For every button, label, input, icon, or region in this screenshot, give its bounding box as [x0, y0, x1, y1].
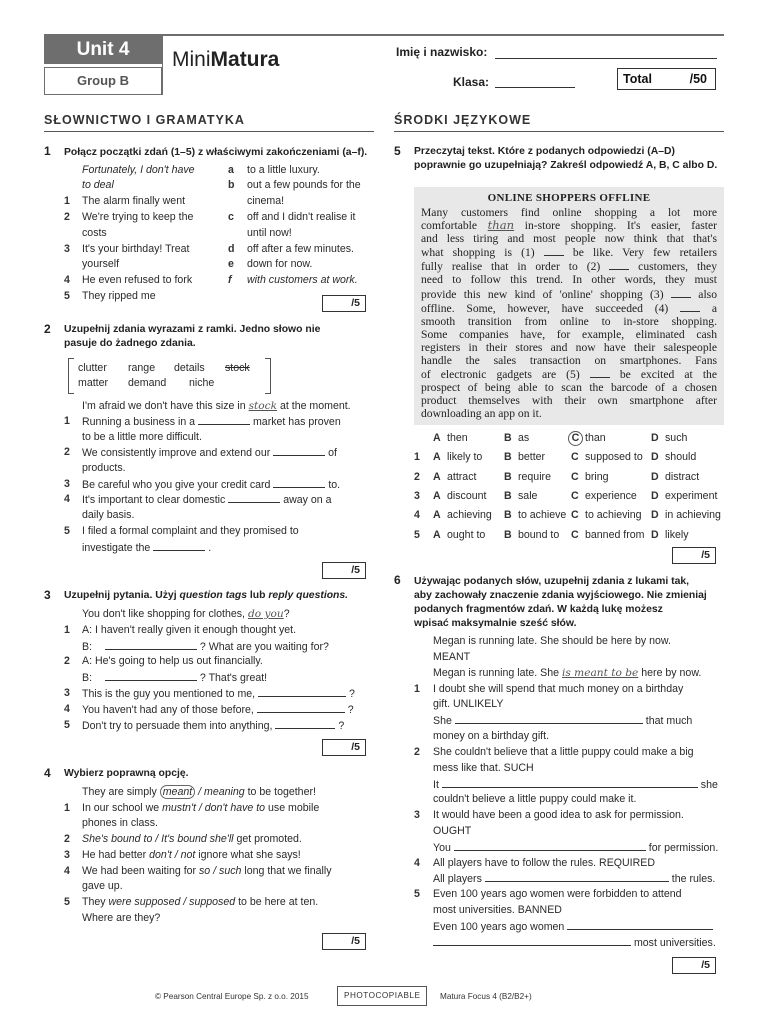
- q6-item: money on a birthday gift.: [433, 730, 550, 742]
- q1-begin: yourself: [82, 258, 120, 270]
- q5-option-text[interactable]: to achieving: [585, 509, 642, 522]
- q4-item-number: 1: [64, 802, 70, 814]
- q3-gap[interactable]: [275, 718, 335, 729]
- q2-score-box[interactable]: /5: [322, 562, 366, 579]
- q2-item: Be careful who you give your credit card to.: [82, 479, 341, 491]
- q1-example-begin: to deal: [82, 179, 114, 191]
- name-field-label: Imię i nazwisko:: [396, 45, 488, 59]
- word-box: [68, 358, 271, 396]
- q2-instruction: Uzupełnij zdania wyrazami z ramki. Jedno słowo nie: [64, 324, 321, 335]
- q1-score-box[interactable]: /5: [322, 295, 366, 312]
- q1-ending-letter: e: [228, 258, 234, 270]
- q1-ending: off after a few minutes.: [247, 243, 354, 255]
- q5-option-letter-a[interactable]: A: [433, 470, 441, 483]
- q5-option-text[interactable]: sale: [518, 489, 538, 502]
- q3-item-number: 3: [64, 687, 70, 699]
- q6-item: most universities.: [433, 935, 716, 952]
- reading-line: Some companies have, for example, eliminated cash: [421, 327, 717, 341]
- q1-ending-letter: d: [228, 243, 235, 255]
- reading-line: Many customers find online shopping a lot more: [421, 206, 717, 219]
- q6-gap[interactable]: [433, 935, 631, 946]
- reading-line: of electronic gadgets are (5) be excited at the: [421, 368, 717, 382]
- page-title: MiniMatura: [172, 48, 280, 71]
- q1-begin: He even refused to fork: [82, 274, 193, 286]
- q6-item: most universities. BANNED: [433, 904, 562, 916]
- reading-line: fully realise that in order to (2) customers, they: [421, 260, 717, 274]
- word-box-word: matter: [78, 377, 109, 389]
- q1-ending-letter: f: [228, 274, 232, 286]
- header-separator: [162, 36, 163, 95]
- q1-ending: with customers at work.: [247, 274, 358, 286]
- footer-photocopiable: PHOTOCOPIABLE: [337, 986, 427, 1006]
- q4-item-number: 5: [64, 896, 70, 908]
- reading-gap[interactable]: [544, 245, 564, 256]
- reading-line: provide this new kind of 'online' shopping (3) also: [421, 287, 717, 301]
- right-section-title: ŚRODKI JĘZYKOWE: [394, 113, 532, 127]
- q1-begin: The alarm finally went: [82, 195, 186, 207]
- q2-item: daily basis.: [82, 509, 135, 521]
- q6-item: She couldn't believe that a little puppy could make a big: [433, 746, 694, 758]
- q2-number: 2: [44, 322, 51, 336]
- q4-item[interactable]: In our school we mustn't / don't have to use mobile: [82, 802, 320, 814]
- q3-gap[interactable]: [257, 702, 345, 713]
- q3-number: 3: [44, 588, 51, 602]
- group-label: Group B: [44, 67, 162, 95]
- reading-line: prospect of being able to scan the barcode of a chosen: [421, 381, 717, 395]
- word-box-word: niche: [189, 377, 215, 389]
- q6-item-number: 5: [414, 888, 420, 900]
- q3-item: Don't try to persuade them into anything, ?: [82, 720, 345, 732]
- q5-option-text[interactable]: bring: [585, 470, 609, 483]
- q5-option-letter-a[interactable]: A: [433, 432, 441, 444]
- word-box-word-crossed: stock: [225, 362, 250, 374]
- q2-item-number: 4: [64, 493, 70, 505]
- word-box-word: range: [128, 362, 156, 374]
- q5-option-letter-a[interactable]: A: [433, 528, 441, 541]
- q5-option-text[interactable]: likely: [665, 528, 689, 541]
- q5-option-text[interactable]: to achieve: [518, 509, 567, 522]
- q5-option-letter-d[interactable]: D: [651, 509, 659, 522]
- q5-number: 5: [394, 144, 401, 158]
- q5-option-text[interactable]: supposed to: [585, 451, 643, 464]
- q4-number: 4: [44, 766, 51, 780]
- q3-item: This is the guy you mentioned to me, ?: [82, 688, 355, 700]
- q5-option-letter-b[interactable]: B: [504, 432, 512, 444]
- q3-item: B: ? That's great!: [82, 672, 268, 684]
- q1-item-number: 3: [64, 243, 70, 255]
- q3-gap[interactable]: [105, 670, 197, 681]
- q6-item: gift. UNLIKELY: [433, 698, 504, 710]
- right-section-rule: [394, 131, 724, 132]
- q4-item: gave up.: [82, 880, 123, 892]
- q5-option-letter-d[interactable]: D: [651, 489, 659, 502]
- left-section-title: SŁOWNICTWO I GRAMATYKA: [44, 113, 245, 127]
- word-box-bracket: [68, 358, 74, 394]
- q1-item-number: 1: [64, 195, 70, 207]
- q5-option-letter-d[interactable]: D: [651, 528, 659, 541]
- q2-instruction: pasuje do żadnego zdania.: [64, 338, 196, 349]
- reading-line: handle the sales transaction on smartphones. Fans: [421, 354, 717, 368]
- footer-copyright: © Pearson Central Europe Sp. z o.o. 2015: [155, 992, 309, 1001]
- q1-ending-letter: b: [228, 179, 235, 191]
- q6-example: Megan is running late. She should be here by now.: [433, 635, 671, 647]
- q3-item-number: 1: [64, 624, 70, 636]
- reading-line: offline. Some, however, have succeeded (4) a: [421, 301, 717, 315]
- q6-gap[interactable]: [442, 777, 698, 788]
- q1-begin: costs: [82, 227, 107, 239]
- reading-line: downloading an app on it.: [421, 407, 542, 421]
- q5-option-letter-c[interactable]: C: [571, 489, 579, 502]
- q6-item: All players have to follow the rules. REQUIRED: [433, 857, 655, 869]
- q3-item-number: 4: [64, 703, 70, 715]
- q1-ending: off and I didn't realise it: [247, 211, 356, 223]
- q5-item-number: 5: [414, 528, 420, 541]
- q6-item-number: 4: [414, 857, 420, 869]
- reading-line: and less tiring and most people now think that that's: [421, 232, 717, 246]
- q1-item-number: 2: [64, 211, 70, 223]
- q1-begin: It's your birthday! Treat: [82, 243, 190, 255]
- q6-example: Megan is running late. She is meant to be here by now.: [433, 667, 702, 679]
- q4-item: phones in class.: [82, 817, 158, 829]
- q4-item[interactable]: She's bound to / It's bound she'll get promoted.: [82, 833, 302, 845]
- q1-ending: until now!: [247, 227, 292, 239]
- word-box-word: demand: [128, 377, 167, 389]
- q5-option-letter-b[interactable]: B: [504, 470, 512, 483]
- q6-item: Even 100 years ago women were forbidden to attend: [433, 888, 682, 900]
- q5-option-text[interactable]: require: [518, 470, 551, 483]
- q3-gap[interactable]: [258, 686, 346, 697]
- q1-example-begin: Fortunately, I don't have: [82, 164, 195, 176]
- name-field[interactable]: [495, 47, 717, 59]
- left-section-rule: [44, 131, 374, 132]
- q5-option-text[interactable]: discount: [447, 489, 487, 502]
- q2-item-number: 5: [64, 525, 70, 537]
- q2-gap[interactable]: [153, 540, 205, 551]
- q4-instruction: Wybierz poprawną opcję.: [64, 768, 189, 779]
- q6-item: She that much: [433, 715, 693, 727]
- circled-answer[interactable]: C: [568, 431, 583, 446]
- q6-score-box[interactable]: /5: [672, 957, 716, 974]
- reading-line: smooth transition from online to in-store shopping.: [421, 314, 717, 328]
- q2-item-number: 1: [64, 415, 70, 427]
- q6-item: OUGHT: [433, 825, 472, 837]
- q1-ending: to a little luxury.: [247, 164, 320, 176]
- reading-gap[interactable]: [609, 259, 629, 270]
- q5-item-number: 3: [414, 489, 420, 502]
- q3-item: You haven't had any of those before, ?: [82, 704, 354, 716]
- q2-gap[interactable]: [273, 445, 325, 456]
- q6-number: 6: [394, 573, 401, 587]
- q3-item-number: 5: [64, 719, 70, 731]
- q2-gap[interactable]: [228, 492, 280, 503]
- q3-score-box[interactable]: /5: [322, 739, 366, 756]
- q4-score-box[interactable]: /5: [322, 933, 366, 950]
- q4-item-number: 2: [64, 833, 70, 845]
- q5-item-number: 2: [414, 470, 420, 483]
- q5-option-text[interactable]: achieving: [447, 509, 492, 522]
- q4-item[interactable]: We had been waiting for so / such long that we finally: [82, 865, 332, 877]
- q6-item: It would have been a good idea to ask for permission.: [433, 809, 684, 821]
- q6-instruction: aby zachowały znaczenie zdania wyjściowego. Nie zmieniaj: [414, 590, 707, 601]
- q5-option-letter-c[interactable]: C: [571, 470, 579, 483]
- reading-example-answer: than: [487, 218, 515, 233]
- q1-instruction: Połącz początki zdań (1–5) z właściwymi zakończeniami (a–f).: [64, 147, 368, 158]
- reading-gap[interactable]: [680, 301, 700, 312]
- q5-option-text[interactable]: bound to: [518, 528, 560, 541]
- q2-gap[interactable]: [273, 477, 325, 488]
- q5-option-text[interactable]: likely to: [447, 451, 483, 464]
- q1-ending-letter: a: [228, 164, 234, 176]
- q1-ending-letter: c: [228, 211, 234, 223]
- q6-item-number: 3: [414, 809, 420, 821]
- q6-instruction: wpisać maksymalnie sześć słów.: [414, 618, 577, 629]
- q5-option-text[interactable]: in achieving: [665, 509, 721, 522]
- q6-example-keyword: MEANT: [433, 651, 471, 663]
- q2-item: investigate the .: [82, 542, 212, 554]
- q5-option-text[interactable]: than: [585, 432, 606, 444]
- reading-body: [421, 206, 717, 421]
- reading-gap[interactable]: [590, 367, 610, 378]
- q5-option-letter-d[interactable]: D: [651, 451, 659, 464]
- q6-item-number: 2: [414, 746, 420, 758]
- q2-item: We consistently improve and extend our of: [82, 447, 337, 459]
- q5-option-letter-b[interactable]: B: [504, 528, 512, 541]
- q1-ending: down for now.: [247, 258, 313, 270]
- q5-option-letter-b[interactable]: B: [504, 451, 512, 464]
- q5-option-text[interactable]: better: [518, 451, 546, 464]
- q5-option-text[interactable]: as: [518, 432, 530, 444]
- reading-line: registers in their stores and now have their salespeople: [421, 340, 717, 354]
- q1-item-number: 5: [64, 290, 70, 302]
- q4-item-number: 4: [64, 865, 70, 877]
- q5-item-number: 1: [414, 451, 420, 464]
- q3-item: A: He's going to help us out financially.: [82, 655, 263, 667]
- q5-option-text[interactable]: experiment: [665, 489, 718, 502]
- q5-option-letter-b[interactable]: B: [504, 489, 512, 502]
- q5-option-text[interactable]: banned from: [585, 528, 645, 541]
- q2-item: Running a business in a market has proven: [82, 416, 341, 428]
- q3-instruction: Uzupełnij pytania. Użyj question tags lub reply questions.: [64, 590, 349, 601]
- q5-option-letter-a[interactable]: A: [433, 451, 441, 464]
- q5-item-number: 4: [414, 509, 420, 522]
- reading-line: need to follow this trend. In other words, they must: [421, 273, 717, 287]
- q3-item: B: ? What are you waiting for?: [82, 641, 329, 653]
- q5-score-box[interactable]: /5: [672, 547, 716, 564]
- q5-option-text[interactable]: experience: [585, 489, 637, 502]
- footer-book-title: Matura Focus 4 (B2/B2+): [440, 992, 532, 1001]
- q6-gap[interactable]: [485, 871, 669, 882]
- q2-item-number: 3: [64, 478, 70, 490]
- q5-option-letter-c[interactable]: C: [571, 451, 579, 464]
- q6-instruction: Używając podanych słów, uzupełnij zdania z lukami tak,: [414, 576, 690, 587]
- q5-option-letter-c[interactable]: C: [571, 509, 579, 522]
- q2-item-number: 2: [64, 446, 70, 458]
- q3-item: A: I haven't really given it enough thought yet.: [82, 624, 297, 636]
- q5-option-letter-a[interactable]: A: [433, 509, 441, 522]
- q6-item: mess like that. SUCH: [433, 762, 534, 774]
- q6-item: All players the rules.: [433, 873, 716, 885]
- q1-begin: We're trying to keep the: [82, 211, 194, 223]
- q6-item-number: 1: [414, 683, 420, 695]
- q5-option-text[interactable]: such: [665, 432, 688, 444]
- q5-option-text[interactable]: attract: [447, 470, 477, 483]
- reading-line: what shopping is (1) be like. Very few retailers: [421, 246, 717, 260]
- q6-item: I doubt she will spend that much money on a birthday: [433, 683, 684, 695]
- word-box-word: details: [174, 362, 205, 374]
- q5-option-text[interactable]: should: [665, 451, 697, 464]
- q4-item-number: 3: [64, 849, 70, 861]
- q5-option-letter-a[interactable]: A: [433, 489, 441, 502]
- class-field-label: Klasa:: [453, 75, 490, 89]
- circled-answer: meant: [160, 785, 195, 799]
- class-field[interactable]: [495, 76, 575, 88]
- q5-option-letter-d[interactable]: D: [651, 470, 659, 483]
- q2-example: I'm afraid we don't have this size in stock at the moment.: [82, 400, 351, 412]
- q6-gap[interactable]: [454, 840, 646, 851]
- total-score-box[interactable]: Total /50: [617, 68, 716, 90]
- q4-item[interactable]: They were supposed / supposed to be here at ten.: [82, 896, 319, 908]
- word-box-word: clutter: [78, 362, 107, 374]
- q1-number: 1: [44, 144, 51, 158]
- q3-item-number: 2: [64, 655, 70, 667]
- q2-gap[interactable]: [198, 414, 250, 425]
- q4-item: Where are they?: [82, 912, 161, 924]
- q1-begin: They ripped me: [82, 290, 156, 302]
- q6-gap[interactable]: [455, 713, 643, 724]
- q5-instruction: Przeczytaj tekst. Które z podanych odpowiedzi (A–D): [414, 146, 675, 157]
- q5-option-text[interactable]: distract: [665, 470, 700, 483]
- q2-item: It's important to clear domestic away on a: [82, 494, 332, 506]
- reading-line: comfortable than in-store shopping. It's easier, faster: [421, 218, 717, 233]
- reading-gap[interactable]: [671, 287, 691, 298]
- q1-ending: cinema!: [247, 195, 285, 207]
- reading-title: ONLINE SHOPPERS OFFLINE: [487, 192, 651, 204]
- q4-item[interactable]: He had better don't / not ignore what she says!: [82, 849, 301, 861]
- unit-label: Unit 4: [44, 36, 162, 64]
- q3-example: You don't like shopping for clothes, do you?: [82, 608, 290, 620]
- q5-option-text[interactable]: ought to: [447, 528, 486, 541]
- q3-gap[interactable]: [105, 639, 197, 650]
- q6-item: You for permission.: [433, 842, 719, 854]
- q5-instruction: poprawnie go uzupełniają? Zakreśl odpowiedź A, B, C albo D.: [414, 160, 718, 171]
- q6-gap[interactable]: [567, 919, 713, 930]
- q6-instruction: podanych fragmentów zdań. W każdą lukę możesz: [414, 604, 663, 615]
- q6-item: couldn't believe a little puppy could make it.: [433, 793, 637, 805]
- q5-option-letter-c[interactable]: C: [571, 528, 579, 541]
- q4-example: They are simply meant / meaning to be together!: [82, 786, 316, 798]
- q5-option-letter-b[interactable]: B: [504, 509, 512, 522]
- q5-option-text[interactable]: then: [447, 432, 468, 444]
- q2-item: to be a little more difficult.: [82, 431, 202, 443]
- q1-item-number: 4: [64, 274, 70, 286]
- q2-item: products.: [82, 462, 126, 474]
- reading-line: product themselves with their own smartphone after: [421, 394, 717, 408]
- q2-item: I filed a formal complaint and they promised to: [82, 525, 299, 537]
- q5-option-letter-d[interactable]: D: [651, 432, 659, 444]
- q6-item: It she: [433, 779, 718, 791]
- q6-item: Even 100 years ago women: [433, 919, 713, 936]
- word-box-bracket: [265, 358, 271, 394]
- q1-ending: out a few pounds for the: [247, 179, 361, 191]
